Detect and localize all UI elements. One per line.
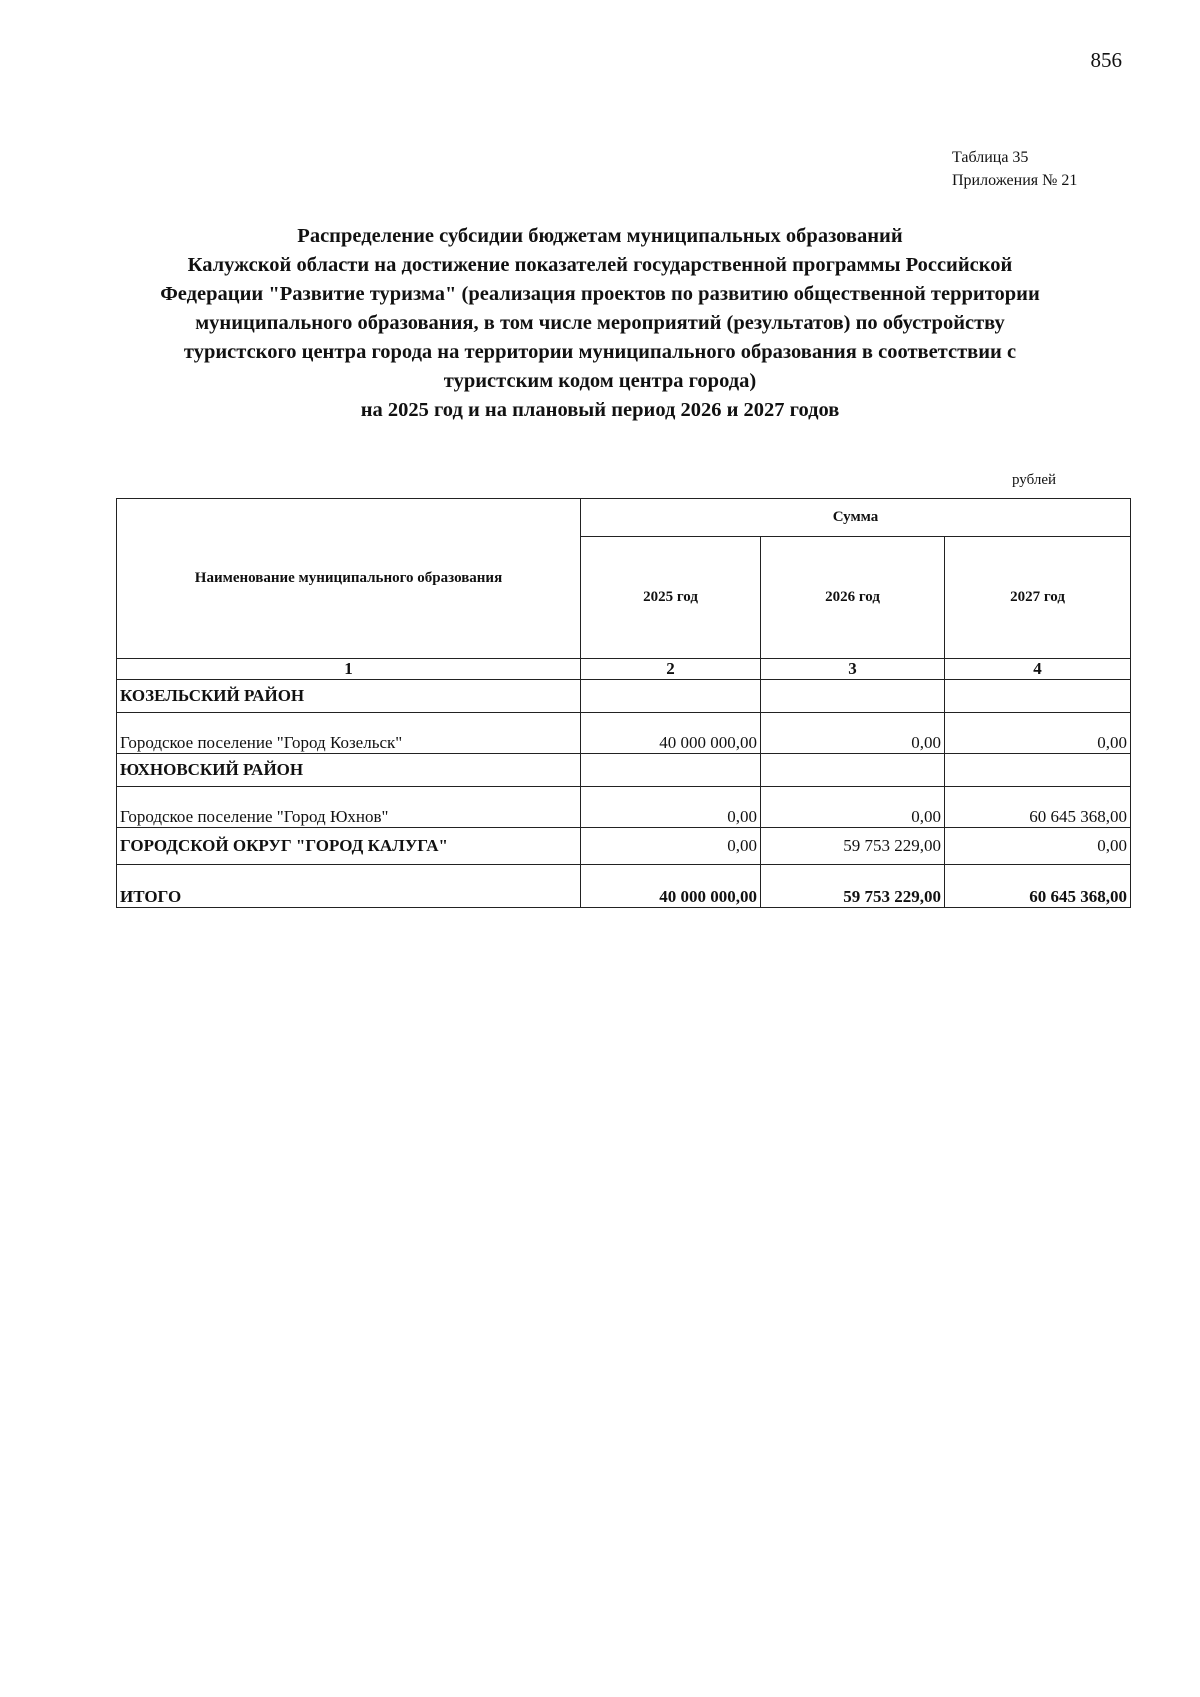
header-year-2025: 2025 год (581, 537, 761, 659)
table-row (117, 787, 1131, 828)
subsidy-table (116, 498, 1131, 908)
title-line: туристского центра города на территории муниципального образования в соответствии с (183, 341, 1017, 363)
value-2026: 59 753 229,00 (761, 828, 945, 865)
header-year-2027: 2027 год (945, 537, 1131, 659)
value-2026: 0,00 (761, 787, 945, 828)
value-2026: 0,00 (761, 713, 945, 754)
total-label: ИТОГО (117, 865, 581, 908)
title-line: Распределение субсидии бюджетам муниципальных образований (297, 225, 903, 247)
title-line: Федерации "Развитие туризма" (реализация проектов по развитию общественной территории (160, 283, 1040, 305)
column-number: 3 (761, 659, 945, 680)
value-2027 (945, 680, 1131, 713)
title-line: Калужской области на достижение показателей государственной программы Российской (187, 254, 1013, 276)
value-2025 (581, 754, 761, 787)
row-name: ГОРОДСКОЙ ОКРУГ "ГОРОД КАЛУГА" (117, 828, 581, 865)
table-row (117, 754, 1131, 787)
row-name: Городское поселение "Город Юхнов" (117, 787, 581, 828)
row-name: ЮХНОВСКИЙ РАЙОН (117, 754, 581, 787)
header-year-2026: 2026 год (761, 537, 945, 659)
document-title (100, 222, 1100, 425)
value-2026 (761, 754, 945, 787)
table-row (117, 828, 1131, 865)
value-2025: 40 000 000,00 (581, 713, 761, 754)
value-2027: 0,00 (945, 713, 1131, 754)
page-number: 856 (1090, 48, 1122, 72)
table-row (117, 713, 1131, 754)
row-name: КОЗЕЛЬСКИЙ РАЙОН (117, 680, 581, 713)
header-sum: Сумма (581, 499, 1131, 537)
value-2025 (581, 680, 761, 713)
appendix-number: Приложения № 21 (952, 172, 1078, 189)
value-2025: 0,00 (581, 787, 761, 828)
title-line: муниципального образования, в том числе мероприятий (результатов) по обустройству (195, 312, 1005, 334)
total-2025: 40 000 000,00 (581, 865, 761, 908)
column-number: 4 (945, 659, 1131, 680)
column-numbers-row (117, 659, 1131, 680)
column-number: 1 (117, 659, 581, 680)
total-2027: 60 645 368,00 (945, 865, 1131, 908)
table-row (117, 680, 1131, 713)
row-name: Городское поселение "Город Козельск" (117, 713, 581, 754)
title-line: туристским кодом центра города) (443, 370, 757, 392)
header-name-column: Наименование муниципального образования (117, 499, 581, 659)
value-2025: 0,00 (581, 828, 761, 865)
value-2027: 60 645 368,00 (945, 787, 1131, 828)
title-line: на 2025 год и на плановый период 2026 и 2027 годов (360, 399, 840, 421)
value-2027 (945, 754, 1131, 787)
column-number: 2 (581, 659, 761, 680)
table-reference (952, 146, 1077, 192)
units-label: рублей (1012, 472, 1057, 488)
total-row (117, 865, 1131, 908)
value-2027: 0,00 (945, 828, 1131, 865)
total-2026: 59 753 229,00 (761, 865, 945, 908)
value-2026 (761, 680, 945, 713)
table-number: Таблица 35 (952, 149, 1029, 166)
